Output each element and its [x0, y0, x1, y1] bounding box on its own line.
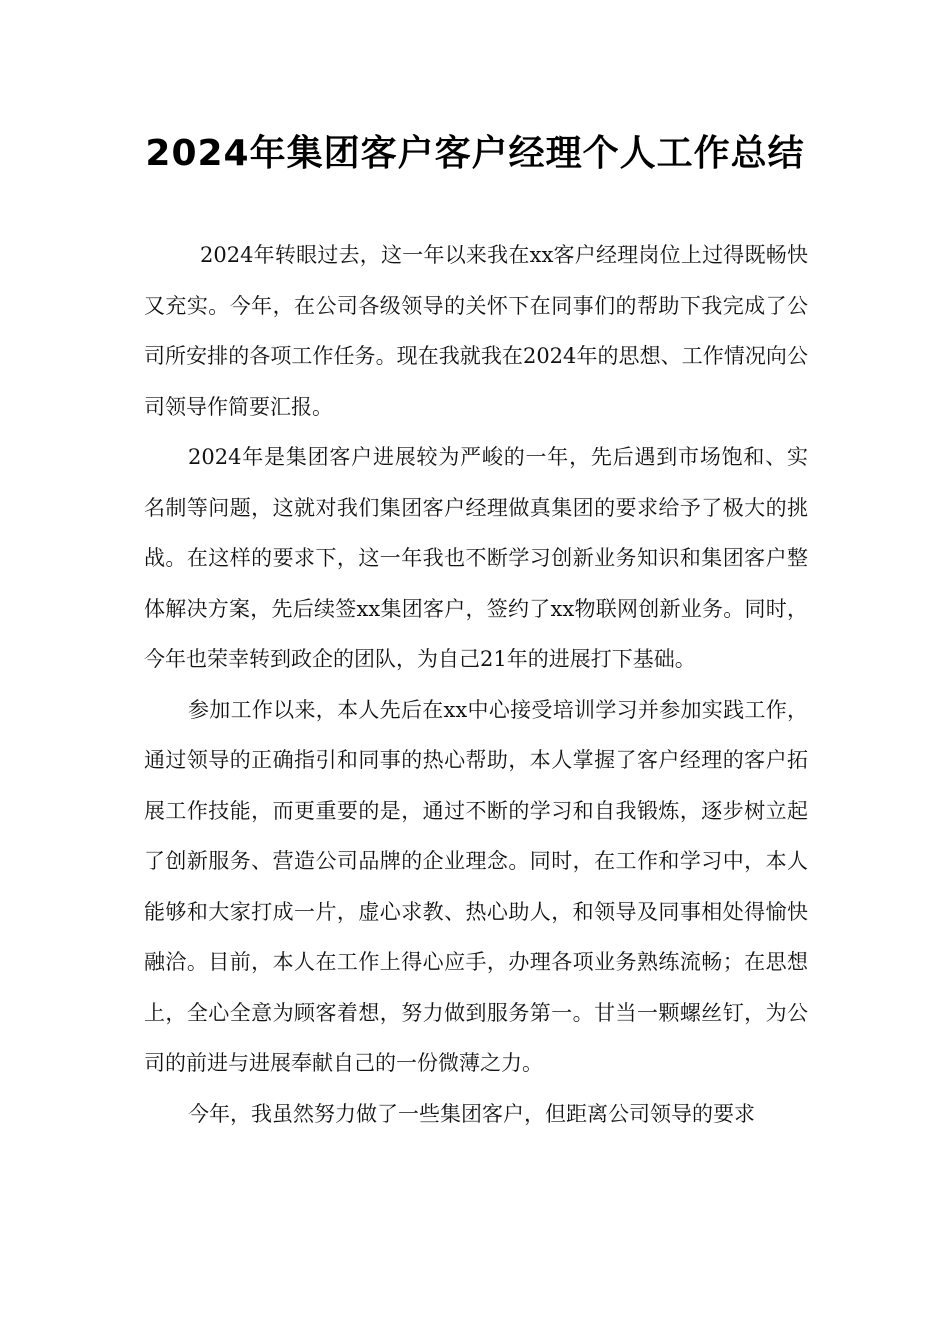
- document-body: [144, 230, 808, 1139]
- paragraph-1: 2024年转眼过去，这一年以来我在xx客户经理岗位上过得既畅快又充实。今年，在公司各级领导的关怀下在同事们的帮助下我完成了公司所安排的各项工作任务。现在我就我在2024年的思想、工作情况向公司领导作简要汇报。: [144, 243, 808, 419]
- paragraph-3: 参加工作以来，本人先后在xx中心接受培训学习并参加实践工作，通过领导的正确指引和同事的热心帮助，本人掌握了客户经理的客户拓展工作技能，而更重要的是，通过不断的学习和自我锻炼，逐步树立起了创新服务、营造公司品牌的企业理念。同时，在工作和学习中，本人能够和大家打成一片，虚心求教、热心助人，和领导及同事相处得愉快融洽。目前，本人在工作上得心应手，办理各项业务熟练流畅；在思想上，全心全意为顾客着想，努力做到服务第一。甘当一颗螺丝钉，为公司的前进与进展奉献自己的一份微薄之力。: [144, 697, 808, 1075]
- document-title: 2024年集团客户客户经理个人工作总结: [145, 133, 805, 174]
- paragraph-4: 今年，我虽然努力做了一些集团客户，但距离公司领导的要求: [188, 1101, 755, 1126]
- paragraph-2: 2024年是集团客户进展较为严峻的一年，先后遇到市场饱和、实名制等问题，这就对我们集团客户经理做真集团的要求给予了极大的挑战。在这样的要求下，这一年我也不断学习创新业务知识和集团客户整体解决方案，先后续签xx集团客户，签约了xx物联网创新业务。同时，今年也荣幸转到政企的团队，为自己21年的进展打下基础。: [144, 445, 808, 671]
